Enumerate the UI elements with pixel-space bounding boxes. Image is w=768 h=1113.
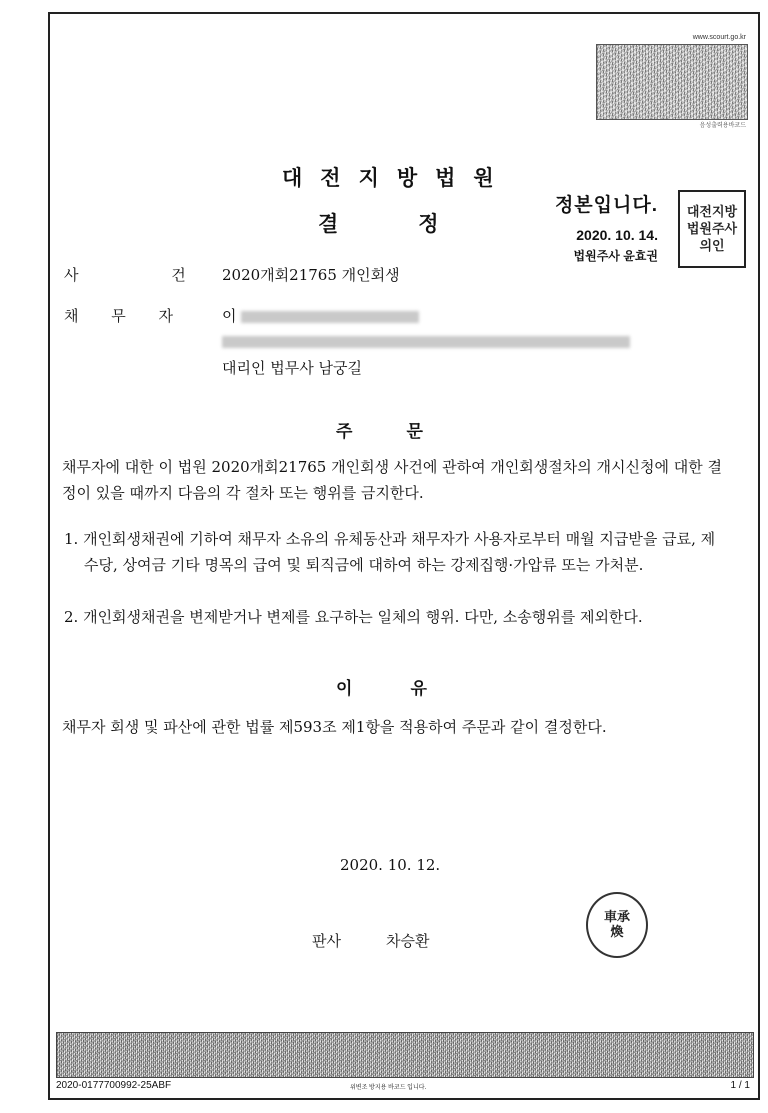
reason-title [336,674,427,699]
certification-date: 2020. 10. 14. [576,227,658,243]
official-seal [678,190,746,268]
barcode-image [596,44,748,120]
official-seal-text: 대전지방법원주사의인 [686,204,738,254]
debtor-label: 채 무 자 [64,307,188,325]
judge-seal [586,892,648,958]
debtor-name-prefix: 이 [222,307,237,325]
anti-forgery-barcode [56,1032,754,1078]
order-title [336,417,423,442]
redacted-debtor-address [222,336,630,348]
reason-text: 채무자 회생 및 파산에 관한 법률 제593조 제1항을 적용하여 주문과 같이 결정한다. [62,718,607,736]
case-value: 2020개회21765 개인회생 [222,266,400,284]
certification-block [522,190,658,264]
order-intro: 채무자에 대한 이 법원 2020개회21765 개인회생 사건에 관하여 개인회생절차의 개시신청에 대한 결정이 있을 때까지 다음의 각 절차 또는 행위를 금지한다. [62,458,722,502]
court-name: 대전지방법원 [282,165,512,190]
reason-title-right: 유 [410,679,427,699]
debtor-address [222,332,630,350]
order-item-1: 1. 개인회생채권에 기하여 채무자 소유의 유체동산과 채무자가 사용자로부터 매월 지급받을 급료, 제수당, 상여금 기타 명목의 급여 및 퇴직금에 대하여 하는 강제집행·가압류 또는 가처분. [64,530,716,574]
document-type [318,208,439,238]
case-label: 사 건 [64,266,230,284]
barcode-caption: 음성출력용바코드 [699,123,746,129]
order-title-right: 문 [406,422,423,442]
page-number: 1 / 1 [730,1080,750,1091]
judge-seal-text: 車承煥 [603,910,630,940]
judge-name: 차승환 [386,932,430,950]
redacted-debtor-id [241,311,419,323]
document-id: 2020-0177700992-25ABF [56,1080,172,1091]
debtor-name [222,305,419,326]
qr-barcode-block [596,34,746,130]
order-item-2: 2. 개인회생채권을 변제받거나 변제를 요구하는 일체의 행위. 다만, 소송행위를 제외한다. [64,608,643,626]
judge-title: 판사 [312,932,341,950]
debtor-agent: 대리인 법무사 남궁길 [222,359,362,377]
reason-title-left: 이 [336,679,353,699]
barcode-note: 위변조 방지용 바코드 입니다. [350,1085,427,1091]
decision-date: 2020. 10. 12. [340,856,441,874]
order-title-left: 주 [336,422,353,442]
certification-title: 정본입니다. [554,195,658,216]
barcode-url: www.scourt.go.kr [692,34,746,41]
court-decision-document [48,12,760,1100]
doc-type-left: 결 [318,211,339,236]
certification-officer: 법원주사 윤효권 [573,249,658,263]
doc-type-right: 정 [418,211,439,236]
